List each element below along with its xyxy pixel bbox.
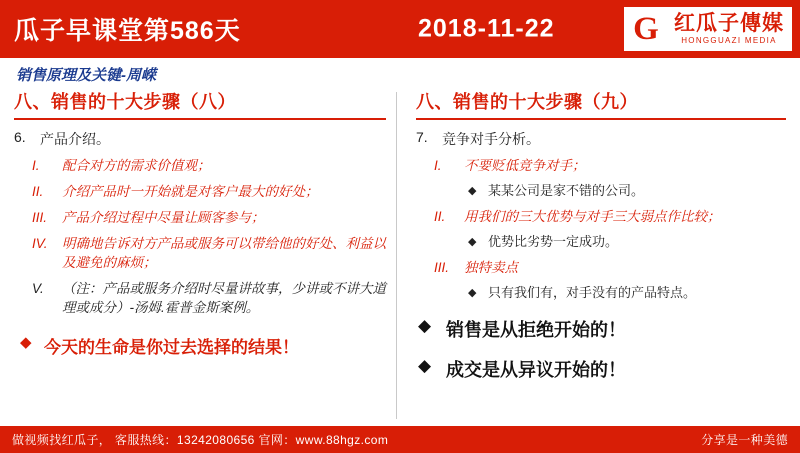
item-text: （注：产品或服务介绍时尽量讲故事，少讲或不讲大道理或成分）-汤姆.霍普金斯案例。 xyxy=(62,281,386,315)
slide-subtitle: 销售原理及关键-周嵘 xyxy=(16,67,156,84)
logo-text-block xyxy=(668,7,792,51)
item-number: III. xyxy=(32,210,48,225)
sub-item-text: 优势比劣势一定成功。 xyxy=(488,234,619,249)
right-statement-text: 销售是从拒绝开始的！ xyxy=(446,320,626,340)
footer-slogan-text: 分享是一种美德 xyxy=(701,433,788,447)
left-section-title: 八、销售的十大步骤（八） xyxy=(14,88,386,120)
diamond-bullet-icon: ◆ xyxy=(418,356,432,375)
item-text: 配合对方的需求价值观； xyxy=(62,158,211,173)
list-item xyxy=(416,258,786,277)
item-text: 产品介绍。 xyxy=(40,131,110,147)
right-section-title: 八、销售的十大步骤（九） xyxy=(416,88,786,120)
diamond-bullet-icon: ◆ xyxy=(468,236,477,248)
brand-logo xyxy=(624,6,792,52)
diamond-bullet-icon: ◆ xyxy=(418,316,432,335)
list-item xyxy=(14,234,386,272)
item-number: I. xyxy=(32,158,40,173)
item-number: III. xyxy=(434,260,450,275)
diamond-bullet-icon: ◆ xyxy=(20,334,32,351)
diamond-bullet-icon: ◆ xyxy=(468,287,477,299)
item-text: 竞争对手分析。 xyxy=(442,131,540,147)
diamond-bullet-icon: ◆ xyxy=(468,185,477,197)
logo-name-cn: 红瓜子傳媒 xyxy=(674,12,784,35)
left-highlight-text: 今天的生命是你过去选择的结果！ xyxy=(44,338,299,357)
header-date: 2018-11-22 xyxy=(418,14,555,43)
list-item xyxy=(14,182,386,201)
footer-contact-text: 做视频找红瓜子， 客服热线：13242080656 官网：www.88hgz.com xyxy=(12,433,389,447)
sub-list-item xyxy=(416,233,786,251)
header-title: 瓜子早课堂第586天 xyxy=(14,17,241,45)
slide-header xyxy=(0,0,800,58)
item-number: I. xyxy=(434,158,442,173)
right-statement xyxy=(416,356,786,382)
list-item xyxy=(416,156,786,175)
list-item xyxy=(416,129,786,149)
right-statement-text: 成交是从异议开始的！ xyxy=(446,360,626,380)
list-item xyxy=(416,207,786,226)
item-number: V. xyxy=(32,281,44,296)
sub-item-text: 只有我们有，对手没有的产品特点。 xyxy=(488,285,697,300)
right-column xyxy=(400,88,794,429)
logo-name-en: HONGGUAZI MEDIA xyxy=(681,36,777,45)
sub-list-item xyxy=(416,182,786,200)
list-item xyxy=(14,129,386,149)
logo-mark-icon: G xyxy=(624,7,668,51)
item-number: II. xyxy=(434,209,446,224)
slide-body xyxy=(0,88,800,429)
item-text: 独特卖点 xyxy=(464,260,518,275)
list-item xyxy=(14,156,386,175)
right-statement xyxy=(416,316,786,342)
item-number: 7. xyxy=(416,129,428,145)
item-text: 明确地告诉对方产品或服务可以带给他的好处、利益以及避免的麻烦； xyxy=(62,236,386,270)
item-text: 产品介绍过程中尽量让顾客参与； xyxy=(62,210,265,225)
list-item xyxy=(14,208,386,227)
list-item xyxy=(14,279,386,317)
item-text: 用我们的三大优势与对手三大弱点作比较； xyxy=(464,209,721,224)
item-number: II. xyxy=(32,184,44,199)
slide-footer xyxy=(0,426,800,453)
item-number: IV. xyxy=(32,236,48,251)
left-column xyxy=(6,88,400,429)
left-highlight xyxy=(14,333,386,358)
item-number: 6. xyxy=(14,129,26,145)
item-text: 介绍产品时一开始就是对客户最大的好处； xyxy=(62,184,319,199)
sub-list-item xyxy=(416,284,786,302)
sub-item-text: 某某公司是家不错的公司。 xyxy=(488,183,645,198)
item-text: 不要贬低竞争对手； xyxy=(464,158,586,173)
